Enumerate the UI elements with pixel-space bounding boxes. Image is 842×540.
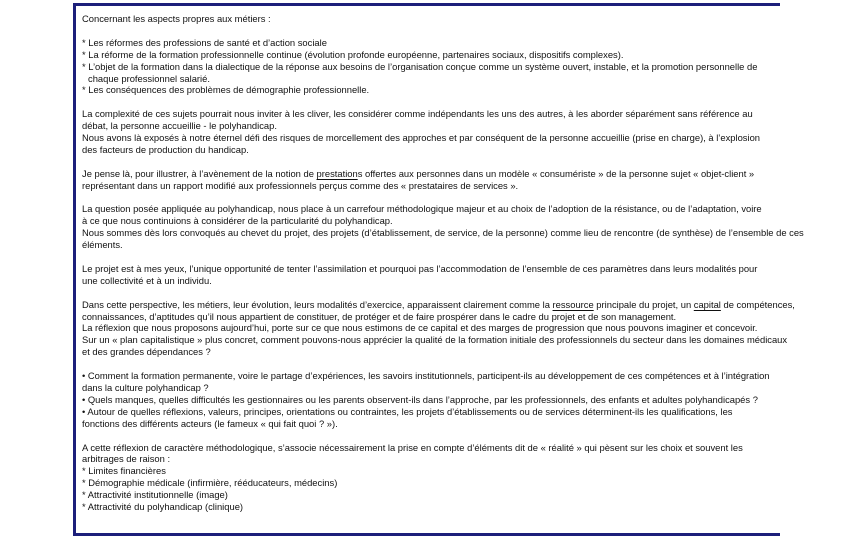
- list-item: * Démographie médicale (infirmière, rééducateurs, médecins): [82, 477, 338, 489]
- paragraph-line: [82, 299, 842, 311]
- intro-line: Concernant les aspects propres aux métiers :: [82, 13, 271, 24]
- list-item: * Limites financières: [82, 465, 166, 477]
- paragraph-line: à ce que nous continuions à considérer de la particularité du polyhandicap.: [82, 215, 393, 227]
- highlighted-term: ressource: [552, 298, 594, 310]
- highlighted-term: capital: [693, 298, 721, 310]
- list-item: * Attractivité institutionnelle (image): [82, 489, 228, 501]
- paragraph-line: connaissances, d’aptitudes qu’il nous appartient de constituer, de protéger et de faire prospérer dans le cadre du projet et de son management.: [82, 310, 677, 322]
- paragraph-line: La complexité de ces sujets pourrait nous inviter à les cliver, les considérer comme indépendants les uns des autres, à les aborder séparément sans référence au: [82, 108, 753, 120]
- paragraph-line: Nous sommes dès lors convoqués au chevet du projet, des projets (d’établissement, de service, de la personne) comme lieu de rencontre (de synthèse) de l’ensemble de ces: [82, 227, 804, 239]
- paragraph-line: Sur un « plan capitalistique » plus concret, comment pouvons-nous apprécier la qualité de la formation initiale des professionnels du secteur dans les domaines médicaux: [82, 334, 788, 346]
- list-item-continuation: chaque professionnel salarié.: [88, 72, 210, 84]
- list-item: * Les réformes des professions de santé et d’action sociale: [82, 36, 327, 48]
- paragraph-line: Le projet est à mes yeux, l’unique opportunité de tenter l’assimilation et pourquoi pas l’accommodation de l’ensemble de ces paramètres dans leurs modalités pour: [82, 262, 758, 274]
- list-item: * L’objet de la formation dans la dialectique de la réponse aux besoins de l’organisation conçue comme un système ouvert, instable, et la promotion personnelle de: [82, 60, 758, 72]
- paragraph-line: arbitrages de raison :: [82, 453, 171, 465]
- text-frame: [73, 3, 804, 536]
- paragraph-line: des facteurs de production du handicap.: [82, 143, 249, 155]
- paragraph-line: [82, 168, 842, 180]
- bullet-line: • Autour de quelles réflexions, valeurs, principes, orientations ou contraintes, les projets d’établissements ou de services déterminent-ils les qualifications, les: [82, 405, 733, 417]
- text-run: principale du projet, un: [593, 298, 694, 310]
- paragraph-line: débat, la personne accueillie - le polyhandicap.: [82, 120, 277, 132]
- list-item: * Les conséquences des problèmes de démographie professionnelle.: [82, 84, 370, 96]
- paragraph-line: une collectivité et à un individu.: [82, 274, 212, 286]
- text-run: de compétences,: [720, 298, 795, 310]
- paragraph-line: La réflexion que nous proposons aujourd’hui, porte sur ce que nous estimons de ce capital et des marges de progression que nous pouvons imaginer et concevoir.: [82, 322, 758, 334]
- list-item: * Attractivité du polyhandicap (clinique): [82, 501, 244, 513]
- bullet-line: • Comment la formation permanente, voire le partage d’expériences, les savoirs institutionnels, participent-ils au développement de ces compétences et à l’intégration: [82, 370, 770, 382]
- text-run: Je pense là, pour illustrer, à l’avènement de la notion de: [82, 167, 317, 179]
- paragraph-line: La question posée appliquée au polyhandicap, nous place à un carrefour méthodologique majeur et au choix de l’adoption de la résistance, ou de l’adaptation, voire: [82, 203, 762, 215]
- bullet-line: dans la culture polyhandicap ?: [82, 381, 209, 393]
- list-item: * La réforme de la formation professionnelle continue (évolution profonde européenne, partenaires sociaux, dispositifs complexes).: [82, 48, 624, 60]
- highlighted-term: prestation: [316, 167, 358, 179]
- text-run: s offertes aux personnes dans un modèle « consumériste » de la personne sujet « objet-client »: [357, 167, 755, 179]
- paragraph-line: et des grandes dépendances ?: [82, 346, 211, 358]
- paragraph-line: éléments.: [82, 239, 123, 251]
- document-text: [82, 13, 842, 513]
- paragraph-line: A cette réflexion de caractère méthodologique, s’associe nécessairement la prise en compte d’éléments dit de « réalité » qui pèsent sur les choix et souvent les: [82, 441, 743, 453]
- text-run: Dans cette perspective, les métiers, leur évolution, leurs modalités d’exercice, apparaissent clairement comme la: [82, 298, 553, 310]
- bullet-line: fonctions des différents acteurs (le fameux « qui fait quoi ? »).: [82, 417, 338, 429]
- bullet-line: • Quels manques, quelles difficultés les gestionnaires ou les parents observent-ils dans l’approche, par les professionnels, des enfants et adultes polyhandicapés ?: [82, 393, 758, 405]
- paragraph-line: Nous avons là exposés à notre éternel défi des risques de morcellement des approches et par conséquent de la personne accueillie (prise en charge), à l’explosion: [82, 132, 761, 144]
- paragraph-line: représentant dans un rapport modifié aux professionnels perçus comme des « prestataires de services ».: [82, 179, 519, 191]
